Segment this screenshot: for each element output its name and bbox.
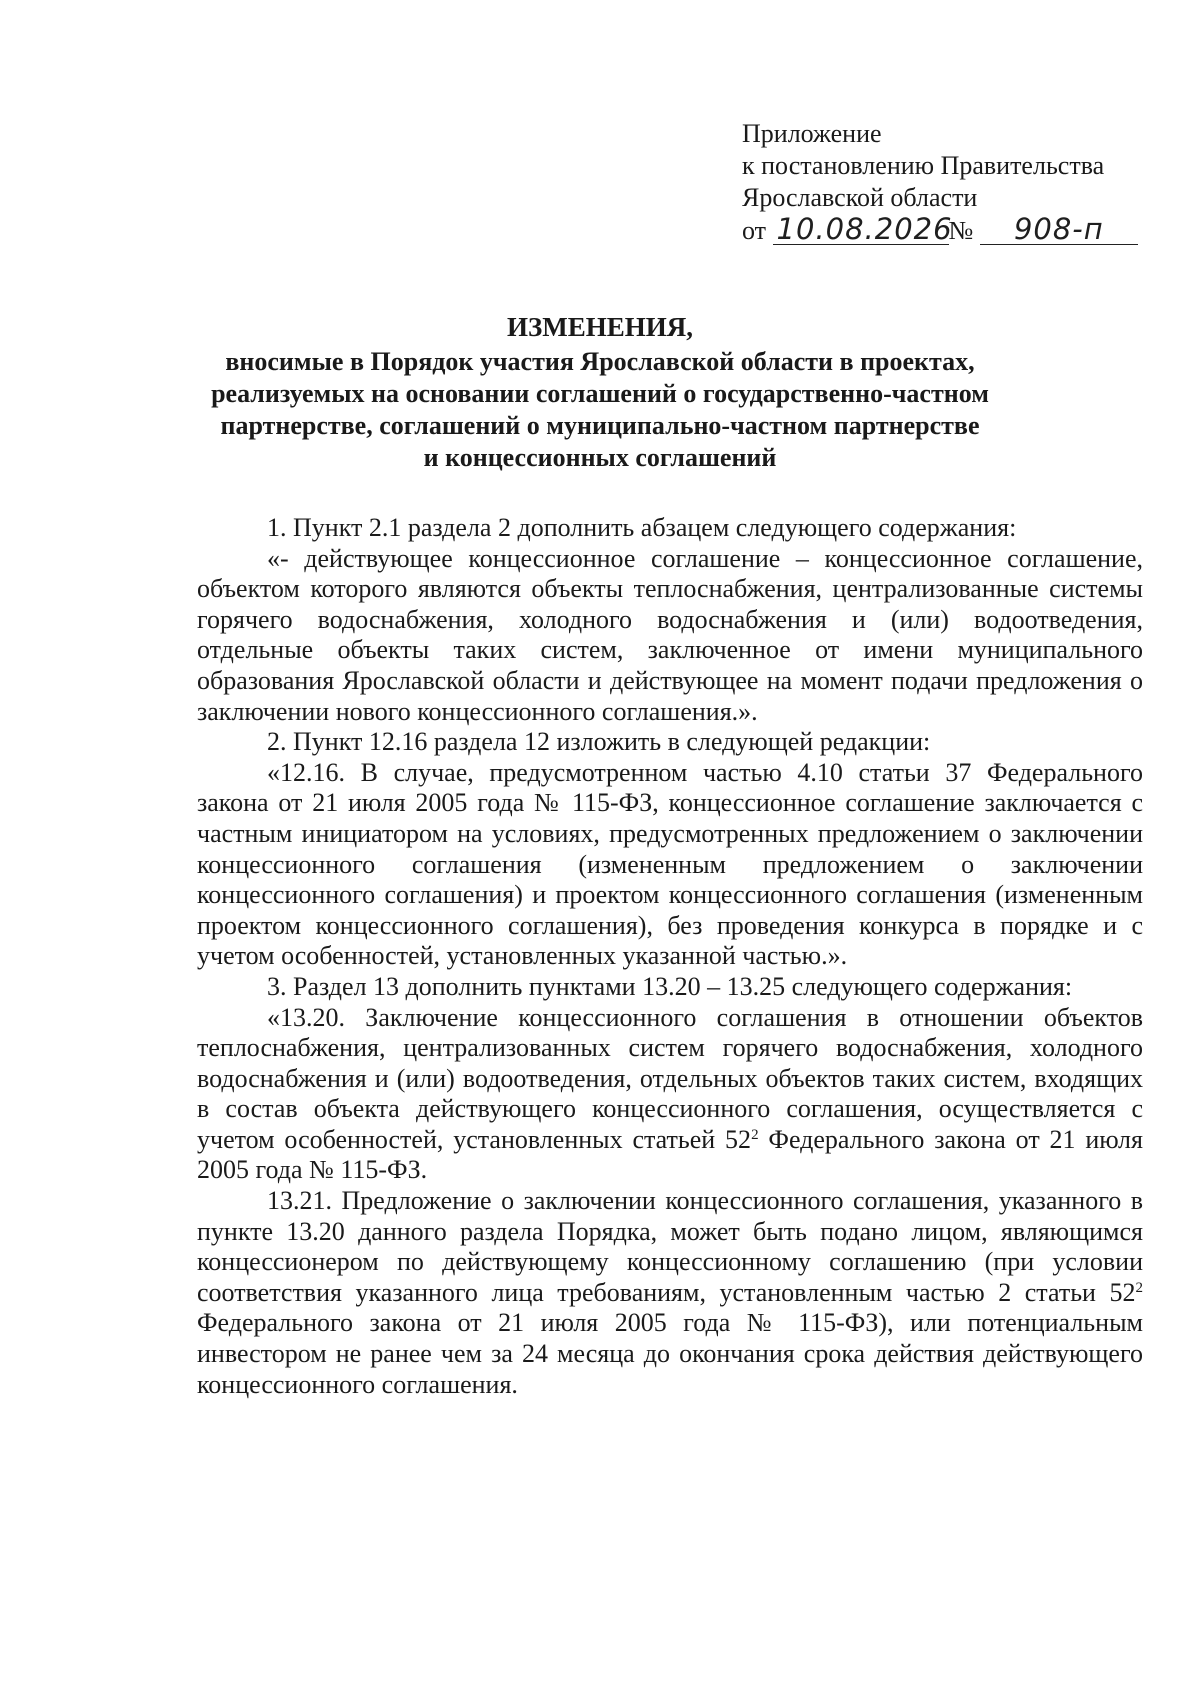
- paragraph-7-text-a: 13.21. Предложение о заключении концессионного соглашения, указанного в пункте 13.20 данного раздела Порядка, может быть подано лицом, являющимся концессионером по действующему концессионному соглашению (при условии соответствия указанного лица требованиям, установленным частью 2 статьи 52: [197, 1186, 1143, 1307]
- document-body: [197, 513, 1143, 1400]
- appendix-resolution: к постановлению Правительства: [742, 151, 1105, 180]
- paragraph-5: 3. Раздел 13 дополнить пунктами 13.20 – 13.25 следующего содержания:: [267, 971, 1073, 1001]
- title-main: ИЗМЕНЕНИЯ,: [506, 312, 693, 342]
- from-prefix: от: [742, 216, 767, 245]
- paragraph-4: «12.16. В случае, предусмотренном частью 4.10 статьи 37 Федерального закона от 21 июля 2005 года № 115-ФЗ, концессионное соглашение заключается с частным инициатором на условиях, предусмотренных предложением о заключении концессионного соглашения (измененным предложением о заключении концессионного соглашения) и проектом концессионного соглашения (измененным проектом концессионного соглашения), без проведения конкурса в порядке и с учетом особенностей, установленных указанной частью.».: [197, 757, 1143, 971]
- paragraph-6: [197, 1003, 1143, 1187]
- handwritten-date: 10.08.2026: [773, 214, 949, 245]
- appendix-region: Ярославской области: [742, 183, 978, 212]
- title-line-3: партнерстве, соглашений о муниципально-частном партнерстве: [220, 411, 980, 440]
- title-line-4: и концессионных соглашений: [423, 443, 777, 472]
- paragraph-3: 2. Пункт 12.16 раздела 12 изложить в следующей редакции:: [267, 727, 931, 757]
- paragraph-2: «- действующее концессионное соглашение – концессионное соглашение, объектом которого являются объекты теплоснабжения, централизованные системы горячего водоснабжения, холодного водоснабжения и (или) водоотведения, отдельные объекты таких систем, заключенное от имени муниципального образования Ярославской области и действующее на момент подачи предложения о заключении нового концессионного соглашения.».: [197, 543, 1143, 726]
- appendix-date-number: [742, 214, 1138, 247]
- paragraph-7-text-b: Федерального закона от 21 июля 2005 года № 115-ФЗ), или потенциальным инвестором не ранее чем за 24 месяца до окончания срока действия действующего концессионного соглашения.: [197, 1308, 1143, 1399]
- paragraph-6-text-b: Федерального закона от 21 июля 2005 года № 115-ФЗ.: [197, 1124, 1143, 1185]
- handwritten-number: 908-п: [980, 214, 1138, 245]
- superscript: 2: [1135, 1279, 1143, 1296]
- appendix-header: [742, 118, 1138, 247]
- title-line-2: реализуемых на основании соглашений о государственно-частном: [211, 379, 989, 408]
- paragraph-1: 1. Пункт 2.1 раздела 2 дополнить абзацем следующего содержания:: [267, 513, 1017, 542]
- document-title: [150, 311, 1050, 474]
- title-line-1: вносимые в Порядок участия Ярославской области в проектах,: [225, 347, 975, 376]
- paragraph-6-text-a: «13.20. Заключение концессионного соглашения в отношении объектов теплоснабжения, централизованных систем горячего водоснабжения, холодного водоснабжения и (или) водоотведения, отдельных объектов таких систем, входящих в состав объекта действующего концессионного соглашения, осуществляется с учетом особенностей, установленных статьей 52: [197, 1002, 1143, 1154]
- number-sign: №: [948, 216, 974, 245]
- appendix-label: Приложение: [742, 119, 882, 148]
- paragraph-7: [197, 1186, 1143, 1400]
- superscript: 2: [751, 1126, 759, 1143]
